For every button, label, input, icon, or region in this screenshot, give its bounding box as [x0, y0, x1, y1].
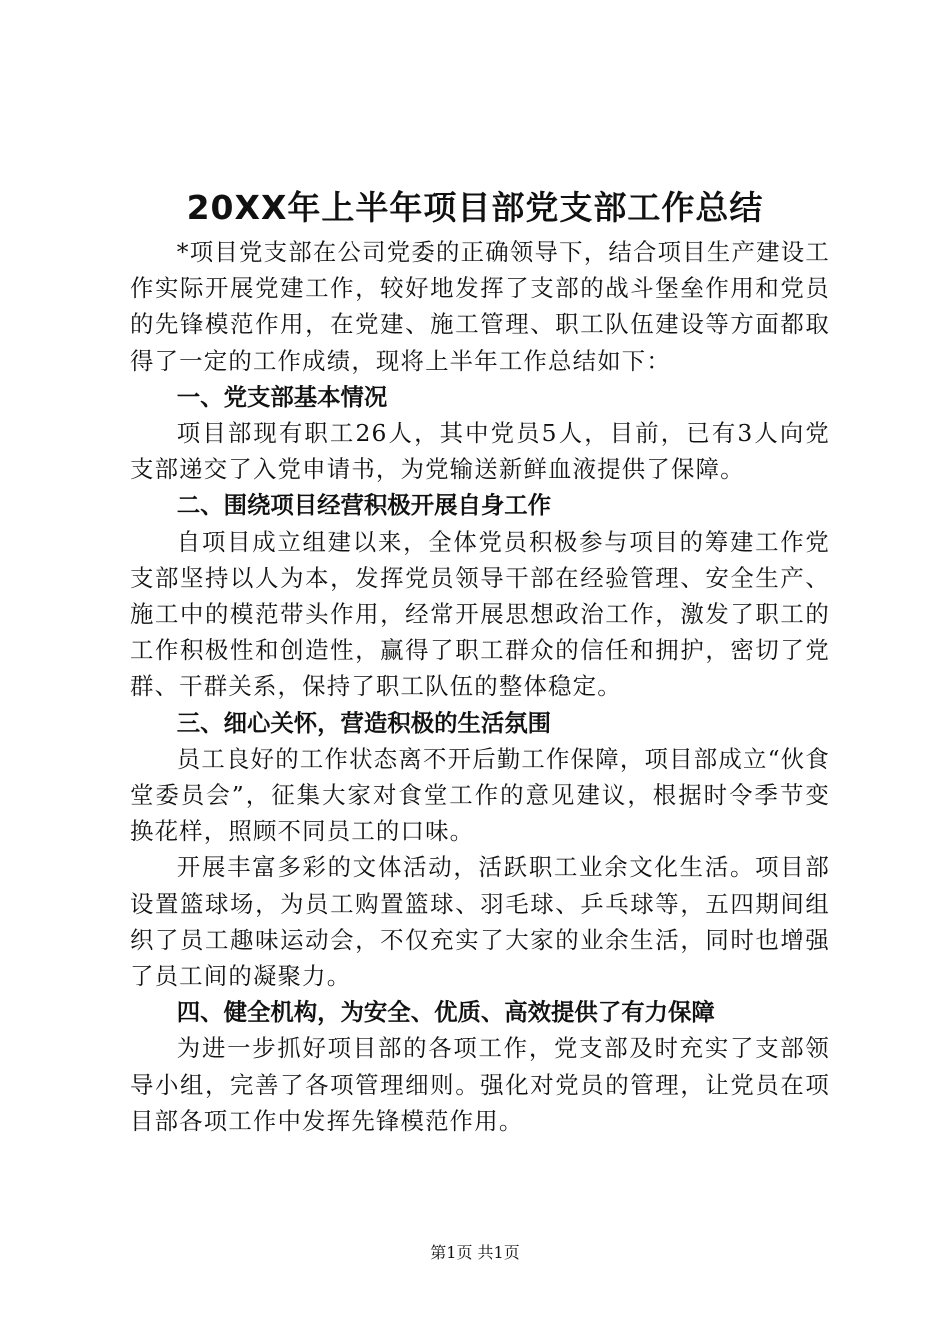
section-4-heading: 四、健全机构，为安全、优质、高效提供了有力保障	[176, 998, 715, 1027]
section-1-paragraph-1: 项目部现有职工26人，其中党员5人，目前，已有3人向党支部递交了入党申请书，为党输送新鲜血液提供了保障。	[130, 419, 830, 484]
section-4-paragraph-1: 为进一步抓好项目部的各项工作，党支部及时充实了支部领导小组，完善了各项管理细则。强化对党员的管理，让党员在项目部各项工作中发挥先锋模范作用。	[130, 1034, 830, 1135]
intro-paragraph: *项目党支部在公司党委的正确领导下，结合项目生产建设工作实际开展党建工作，较好地发挥了支部的战斗堡垒作用和党员的先锋模范作用，在党建、施工管理、职工队伍建设等方面都取得了一定的工作成绩，现将上半年工作总结如下：	[130, 238, 830, 375]
page-number-footer: 第1页 共1页	[430, 1243, 520, 1262]
section-3-paragraph-1: 员工良好的工作状态离不开后勤工作保障，项目部成立“伙食堂委员会”，征集大家对食堂工作的意见建议，根据时令季节变换花样，照顾不同员工的口味。	[130, 744, 830, 846]
document-title: 20XX年上半年项目部党支部工作总结	[186, 188, 764, 227]
section-3-heading: 三、细心关怀，营造积极的生活氛围	[176, 708, 552, 737]
section-2-paragraph-1: 自项目成立组建以来，全体党员积极参与项目的筹建工作党支部坚持以人为本，发挥党员领导干部在经验管理、安全生产、施工中的模范带头作用，经常开展思想政治工作，激发了职工的工作积极性和创造性，赢得了职工群众的信任和拥护，密切了党群、干群关系，保持了职工队伍的整体稳定。	[130, 527, 830, 701]
section-1-heading: 一、党支部基本情况	[176, 382, 388, 411]
section-2-heading: 二、围绕项目经营积极开展自身工作	[176, 491, 552, 520]
section-3-paragraph-2: 开展丰富多彩的文体活动，活跃职工业余文化生活。项目部设置篮球场，为员工购置篮球、羽毛球、乒乓球等，五四期间组织了员工趣味运动会，不仅充实了大家的业余生活，同时也增强了员工间的凝聚力。	[130, 853, 830, 991]
document-body	[130, 234, 830, 1139]
